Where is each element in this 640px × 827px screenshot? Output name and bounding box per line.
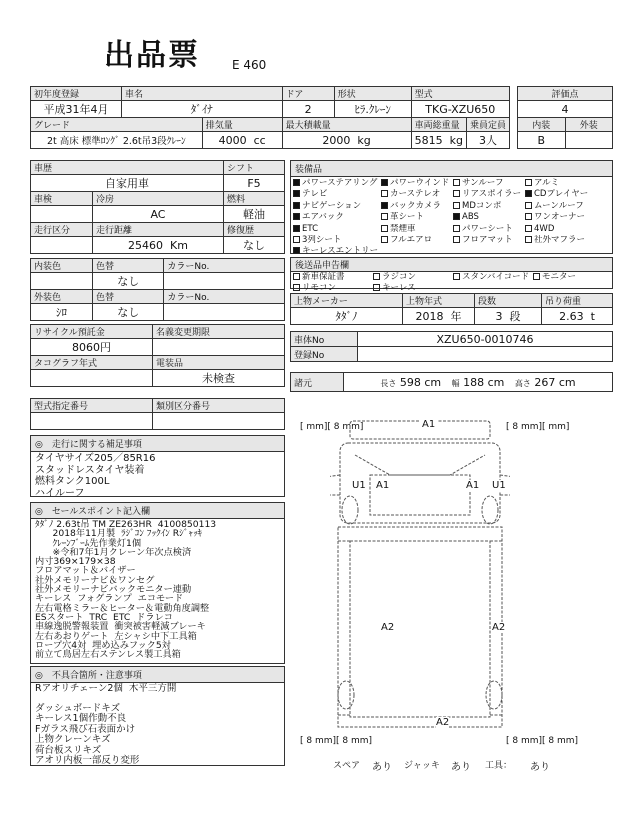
- dims-table: [290, 372, 613, 392]
- post-equipment-header: 後送品申告欄: [291, 258, 612, 272]
- post-equipment-box: [290, 257, 613, 293]
- sales-line: キーレス フォグランプ エコモード: [35, 593, 184, 605]
- equipment-item-label: カーステレオ: [390, 189, 441, 200]
- tire-top-right: [ 8 mm][ mm]: [506, 422, 570, 432]
- sales-line: ｸﾚｰﾝﾌﾞｰﾑ先作業灯1個: [35, 537, 142, 549]
- equipment-item-label: ABS: [462, 212, 479, 223]
- equipment-grid: [291, 177, 612, 259]
- equipment-item-label: パワーシート: [462, 223, 513, 234]
- ext-color-label: 外装色: [31, 290, 93, 304]
- rating-label: 評価点: [518, 87, 613, 101]
- door-value: 2: [282, 101, 334, 118]
- dims-cell: [344, 373, 613, 392]
- exterior-value: [565, 132, 613, 149]
- length-unit: cm: [424, 375, 442, 389]
- color-table: [30, 258, 285, 321]
- checked-box-icon: [293, 190, 300, 197]
- post-equipment-grid: [291, 272, 612, 293]
- crane-year-unit: 年: [450, 310, 462, 323]
- defects-line: ダッシュボードキズ: [35, 702, 121, 714]
- checked-box-icon: [381, 202, 388, 209]
- crane-maker-value: ﾀﾀﾞﾉ: [291, 308, 403, 325]
- equipment-item-label: アルミ: [534, 178, 560, 188]
- unchecked-box-icon: [533, 273, 540, 280]
- equipment-item: [525, 212, 611, 223]
- equipment-item-label: キーレスエントリー: [302, 246, 379, 257]
- mark-u1-right: U1: [492, 480, 506, 491]
- mark-a2-bottom: A2: [436, 717, 450, 728]
- equipment-item: [381, 189, 453, 200]
- type-spec-label: 型式指定番号: [31, 399, 153, 413]
- crane-stage-unit: 段: [509, 310, 521, 323]
- post-equipment-item: [373, 283, 453, 294]
- model-label: 型式: [411, 87, 509, 101]
- shape-label: 形状: [334, 87, 411, 101]
- checked-box-icon: [293, 225, 300, 232]
- mark-u1-left: U1: [352, 480, 366, 491]
- inspection-value: [31, 206, 93, 223]
- crane-year-label: 上物年式: [403, 294, 475, 308]
- mark-a1-left: A1: [376, 480, 390, 491]
- sales-line: 左右あおりゲート 左シャシ中下工具箱: [35, 630, 197, 642]
- shift-value: F5: [223, 175, 284, 192]
- defects-header: ◎ 不具合箇所・注意事項: [31, 667, 284, 683]
- mileage-cell: [93, 237, 224, 254]
- unchecked-box-icon: [373, 284, 380, 291]
- first-reg-value: 平成31年4月: [31, 101, 122, 118]
- unchecked-box-icon: [453, 273, 460, 280]
- height-unit: cm: [558, 375, 576, 389]
- post-equipment-item: [453, 272, 533, 283]
- equipment-item-label: ETC: [302, 223, 318, 234]
- equipment-item-label: ワンオーナー: [534, 212, 586, 223]
- length-label: 長さ: [380, 378, 397, 388]
- length-value: 598: [399, 375, 421, 389]
- jack-label: ジャッキ: [404, 761, 440, 771]
- chassis-label: 車体No: [291, 332, 358, 347]
- post-equipment-item-label: キーレス: [382, 282, 416, 293]
- sales-line: ﾀﾀﾞﾉ 2.63t吊 TM ZE263HR 4100850113: [35, 519, 217, 530]
- repair-label: 修復歴: [223, 223, 284, 237]
- reg-label: 登録No: [291, 347, 358, 362]
- equipment-item-label: 革シート: [390, 212, 425, 223]
- post-equipment-item: [373, 272, 453, 283]
- tire-top-left: [ mm][ 8 mm]: [300, 422, 364, 432]
- crane-year-value: 2018: [415, 310, 444, 323]
- equipment-item: [381, 224, 453, 235]
- reg-value: [358, 347, 613, 362]
- ext-color-value: ｼﾛ: [31, 304, 93, 321]
- ext-change-label: 色替: [93, 290, 164, 304]
- equipment-item: [453, 201, 525, 212]
- gross-value: 5815: [414, 133, 443, 147]
- ac-label: 冷房: [93, 192, 224, 206]
- tacho-value: [31, 370, 153, 387]
- displacement-cell: [202, 132, 282, 149]
- equipment-item-label: パワーステアリング: [302, 178, 378, 188]
- displacement-label: 排気量: [202, 118, 282, 132]
- mark-a2-right: A2: [492, 622, 506, 633]
- mark-a1-top: A1: [422, 419, 436, 430]
- recycle-unit: 円: [100, 341, 111, 354]
- mark-a2-left: A2: [381, 622, 395, 633]
- equipment-item: [381, 235, 453, 246]
- equipment-item-label: テレビ: [302, 189, 328, 200]
- sales-line: 左右電格ミラー＆ヒーター＆電動角度調整: [35, 602, 210, 614]
- sales-lines: [31, 519, 284, 660]
- width-unit: cm: [487, 375, 505, 389]
- shape-value: ﾋﾗ.ｸﾚｰﾝ: [334, 101, 411, 118]
- post-equipment-item-label: 新車保証書: [302, 272, 345, 282]
- equipment-item-label: 禁煙車: [390, 223, 416, 234]
- equipment-item: [453, 189, 525, 200]
- equipment-item-label: フルエアロ: [390, 235, 433, 246]
- equipment-item-label: 3列シート: [302, 235, 342, 246]
- capacity-value: 3人: [466, 132, 509, 149]
- sales-line: 2018年11月製 ﾗｼﾞｺﾝ ﾌｯｸｲﾝ Rｼﾞｬｯｷ: [35, 528, 203, 540]
- vehicle-diagram: [330, 415, 510, 735]
- equipment-item-label: 社外マフラー: [534, 235, 586, 246]
- running-line: スタッドレスタイヤ装着: [35, 464, 145, 476]
- post-equipment-item-label: モニター: [542, 272, 577, 282]
- equipment-item-label: リアスポイラー: [462, 189, 522, 200]
- ext-change-value: なし: [93, 304, 164, 321]
- tools-value: あり: [530, 762, 550, 773]
- chassis-value: XZU650-0010746: [358, 332, 613, 347]
- rating-value: 4: [518, 101, 613, 118]
- car-name-value: ﾀﾞｲﾅ: [122, 101, 283, 118]
- history-label: 車歴: [31, 161, 224, 175]
- equipment-item-label: MDコンポ: [462, 200, 502, 211]
- tire-bottom-right: [ 8 mm][ 8 mm]: [506, 736, 579, 746]
- checked-box-icon: [293, 247, 300, 254]
- equipment-item: [525, 201, 611, 212]
- equipment-item-label: エアバック: [302, 212, 344, 223]
- int-color-label: 内装色: [31, 259, 93, 273]
- name-change-value: [153, 339, 285, 356]
- height-value: 267: [534, 375, 556, 389]
- unchecked-box-icon: [525, 202, 532, 209]
- checked-box-icon: [293, 202, 300, 209]
- running-line: 燃料タンク100L: [35, 476, 110, 488]
- unchecked-box-icon: [293, 273, 300, 280]
- max-load-value: 2000: [322, 133, 351, 147]
- crane-load-unit: t: [590, 309, 595, 323]
- running-line: タイヤサイズ205／85R16: [35, 453, 156, 464]
- spare-value: あり: [372, 762, 392, 773]
- equipment-item: [293, 189, 381, 200]
- equipment-item-label: パワーウインド: [390, 178, 450, 188]
- width-value: 188: [463, 375, 485, 389]
- tools-label: 工具：: [485, 761, 513, 771]
- height-label: 高さ: [514, 378, 531, 388]
- width-label: 幅: [451, 378, 460, 388]
- sales-line: フロアマット＆バイザー: [35, 565, 136, 577]
- unchecked-box-icon: [525, 179, 532, 186]
- electric-label: 電装品: [153, 356, 285, 370]
- equipment-item: [293, 178, 381, 189]
- crane-year-cell: [403, 308, 475, 325]
- mileage-label: 走行距離: [93, 223, 224, 237]
- type-spec-value: [31, 413, 153, 430]
- gross-cell: [411, 132, 466, 149]
- post-equipment-item: [293, 272, 373, 283]
- equipment-item: [293, 201, 381, 212]
- running-line: ハイルーフ: [35, 487, 85, 499]
- repair-value: なし: [223, 237, 284, 254]
- zone-value: [31, 237, 93, 254]
- int-cno-label: カラーNo.: [164, 259, 285, 273]
- spare-label: スペア: [333, 761, 361, 771]
- grade-label: グレード: [31, 118, 203, 132]
- class-label: 類別区分番号: [153, 399, 285, 413]
- checked-box-icon: [453, 213, 460, 220]
- first-reg-label: 初年度登録: [31, 87, 122, 101]
- crane-load-label: 吊り荷重: [542, 294, 613, 308]
- unchecked-box-icon: [453, 225, 460, 232]
- checked-box-icon: [525, 190, 532, 197]
- lot-code: E 460: [232, 58, 267, 72]
- sales-line: 社外メモリーナビ＆ワンセグ: [35, 574, 155, 586]
- grade-value: 2t 高床 標準ﾛﾝｸﾞ 2.6t吊3段ｸﾚｰﾝ: [31, 132, 203, 149]
- ext-cno-value: [164, 304, 285, 321]
- recycle-cell: [31, 339, 153, 356]
- unchecked-box-icon: [525, 225, 532, 232]
- crane-load-cell: [542, 308, 613, 325]
- equipment-item-label: ムーンルーフ: [534, 200, 584, 211]
- unchecked-box-icon: [381, 190, 388, 197]
- exterior-label: 外装: [565, 118, 613, 132]
- rating-table: [517, 86, 613, 149]
- unchecked-box-icon: [453, 179, 460, 186]
- checked-box-icon: [293, 179, 300, 186]
- equipment-item: [381, 178, 453, 189]
- equipment-item: [525, 224, 611, 235]
- history-table: [30, 160, 285, 254]
- recycle-label: リサイクル預託金: [31, 325, 153, 339]
- sales-header: ◎ セールスポイント記入欄: [31, 503, 284, 519]
- mark-a1-right: A1: [466, 480, 480, 491]
- displacement-value: 4000: [218, 133, 247, 147]
- chassis-table: [290, 331, 613, 362]
- crane-load-value: 2.63: [559, 309, 584, 323]
- fuel-value: 軽油: [223, 206, 284, 223]
- post-equipment-item-label: スタンバイコード: [462, 272, 530, 282]
- equipment-item-label: フロアマット: [462, 235, 513, 246]
- class-value: [153, 413, 285, 430]
- equipment-item-label: バックカメラ: [390, 200, 442, 211]
- inspection-label: 車検: [31, 192, 93, 206]
- unchecked-box-icon: [381, 236, 388, 243]
- int-cno-value: [164, 273, 285, 290]
- max-load-label: 最大積載量: [282, 118, 411, 132]
- crane-table: [290, 293, 613, 325]
- equipment-box: [290, 160, 613, 257]
- post-equipment-item-label: ラジコン: [382, 272, 417, 282]
- interior-value: B: [518, 132, 566, 149]
- defects-box: [30, 666, 285, 766]
- ext-cno-label: カラーNo.: [164, 290, 285, 304]
- sales-line: 前立て鳥居左右ステンレス製工具箱: [35, 649, 181, 661]
- interior-label: 内装: [518, 118, 566, 132]
- ac-value: AC: [93, 206, 224, 223]
- tire-bottom-left: [ 8 mm][ 8 mm]: [300, 736, 373, 746]
- unchecked-box-icon: [381, 225, 388, 232]
- sales-box: [30, 502, 285, 664]
- int-color-value: [31, 273, 93, 290]
- sales-line: ESスタート TRC ETC ドラレコ: [35, 611, 173, 623]
- sales-line: ロープ穴4対 埋め込みフック5対: [35, 639, 171, 651]
- unchecked-box-icon: [525, 213, 532, 220]
- sales-line: ※令和7年1月クレーン年次点検済: [35, 546, 192, 558]
- equipment-item-label: サンルーフ: [462, 178, 504, 188]
- equipment-item: [453, 224, 525, 235]
- electric-value: 未検查: [153, 370, 285, 387]
- unchecked-box-icon: [381, 213, 388, 220]
- mileage-value: 25460: [128, 238, 164, 252]
- zone-label: 走行区分: [31, 223, 93, 237]
- defects-line: 荷台板スリキズ: [35, 744, 102, 756]
- equipment-item: [525, 189, 611, 200]
- type-spec-table: [30, 398, 285, 430]
- equipment-item: [453, 235, 525, 246]
- equipment-item: [381, 201, 453, 212]
- gross-label: 車両総重量: [411, 118, 466, 132]
- model-value: TKG-XZU650: [411, 101, 509, 118]
- jack-value: あり: [451, 762, 471, 773]
- running-box: [30, 435, 285, 497]
- equipment-item: [525, 178, 611, 189]
- defects-line: Fガラス飛び石表面かけ: [35, 723, 136, 735]
- shift-label: シフト: [223, 161, 284, 175]
- int-change-label: 色替: [93, 259, 164, 273]
- door-label: ドア: [282, 87, 334, 101]
- defects-line: Rアオリチェーン2個 木平三方開: [35, 683, 177, 694]
- history-value: 自家用車: [31, 175, 224, 192]
- defects-line: アオリ内板一部反り変形: [35, 754, 140, 766]
- crane-stage-value: 3: [495, 310, 503, 323]
- recycle-value: 8060: [72, 341, 100, 354]
- sales-line: 社外メモリーナビバックモニター連動: [35, 584, 192, 596]
- unchecked-box-icon: [293, 236, 300, 243]
- sales-line: 車線逸脱警報装置 衝突被害軽減ブレーキ: [35, 621, 206, 633]
- defects-lines: [31, 683, 284, 767]
- max-load-unit: kg: [357, 133, 371, 147]
- mileage-unit: Km: [170, 238, 188, 252]
- sales-line: 内寸369×179×38: [35, 556, 116, 568]
- fuel-label: 燃料: [223, 192, 284, 206]
- unchecked-box-icon: [453, 190, 460, 197]
- equipment-item: [453, 178, 525, 189]
- name-change-label: 名義変更期限: [153, 325, 285, 339]
- equipment-item: [453, 212, 525, 223]
- vehicle-info-table: [30, 86, 510, 149]
- crane-stage-label: 段数: [475, 294, 542, 308]
- equipment-item: [293, 224, 381, 235]
- unchecked-box-icon: [453, 236, 460, 243]
- unchecked-box-icon: [453, 202, 460, 209]
- dims-label: 諸元: [291, 373, 344, 392]
- equipment-item: [525, 235, 611, 246]
- post-equipment-item: [293, 283, 373, 294]
- gross-unit: kg: [449, 133, 463, 147]
- unchecked-box-icon: [373, 273, 380, 280]
- running-header: ◎ 走行に関する補足事項: [31, 436, 284, 452]
- crane-stage-cell: [475, 308, 542, 325]
- page-title: 出品票: [104, 38, 200, 73]
- equipment-item: [293, 235, 381, 246]
- running-lines: [31, 452, 284, 500]
- equipment-header: 装備品: [291, 161, 612, 177]
- equipment-item-label: CDプレイヤー: [534, 189, 589, 200]
- unchecked-box-icon: [293, 284, 300, 291]
- equipment-item: [381, 212, 453, 223]
- displacement-unit: cc: [253, 133, 266, 147]
- defects-line: 上物クレーンキズ: [35, 734, 111, 746]
- tacho-label: タコグラフ年式: [31, 356, 153, 370]
- equipment-item-label: ナビゲーション: [302, 200, 362, 211]
- equipment-item-label: 4WD: [534, 223, 555, 234]
- car-name-label: 車名: [122, 87, 283, 101]
- capacity-label: 乗員定員: [466, 118, 509, 132]
- checked-box-icon: [293, 213, 300, 220]
- crane-maker-label: 上物メーカー: [291, 294, 403, 308]
- checked-box-icon: [381, 179, 388, 186]
- max-load-cell: [282, 132, 411, 149]
- defects-line: キーレス1個作動不良: [35, 713, 127, 725]
- post-equipment-item: [533, 272, 613, 283]
- unchecked-box-icon: [525, 236, 532, 243]
- int-change-value: なし: [93, 273, 164, 290]
- recycle-table: [30, 324, 285, 387]
- post-equipment-item-label: リモコン: [302, 282, 337, 293]
- equipment-item: [293, 212, 381, 223]
